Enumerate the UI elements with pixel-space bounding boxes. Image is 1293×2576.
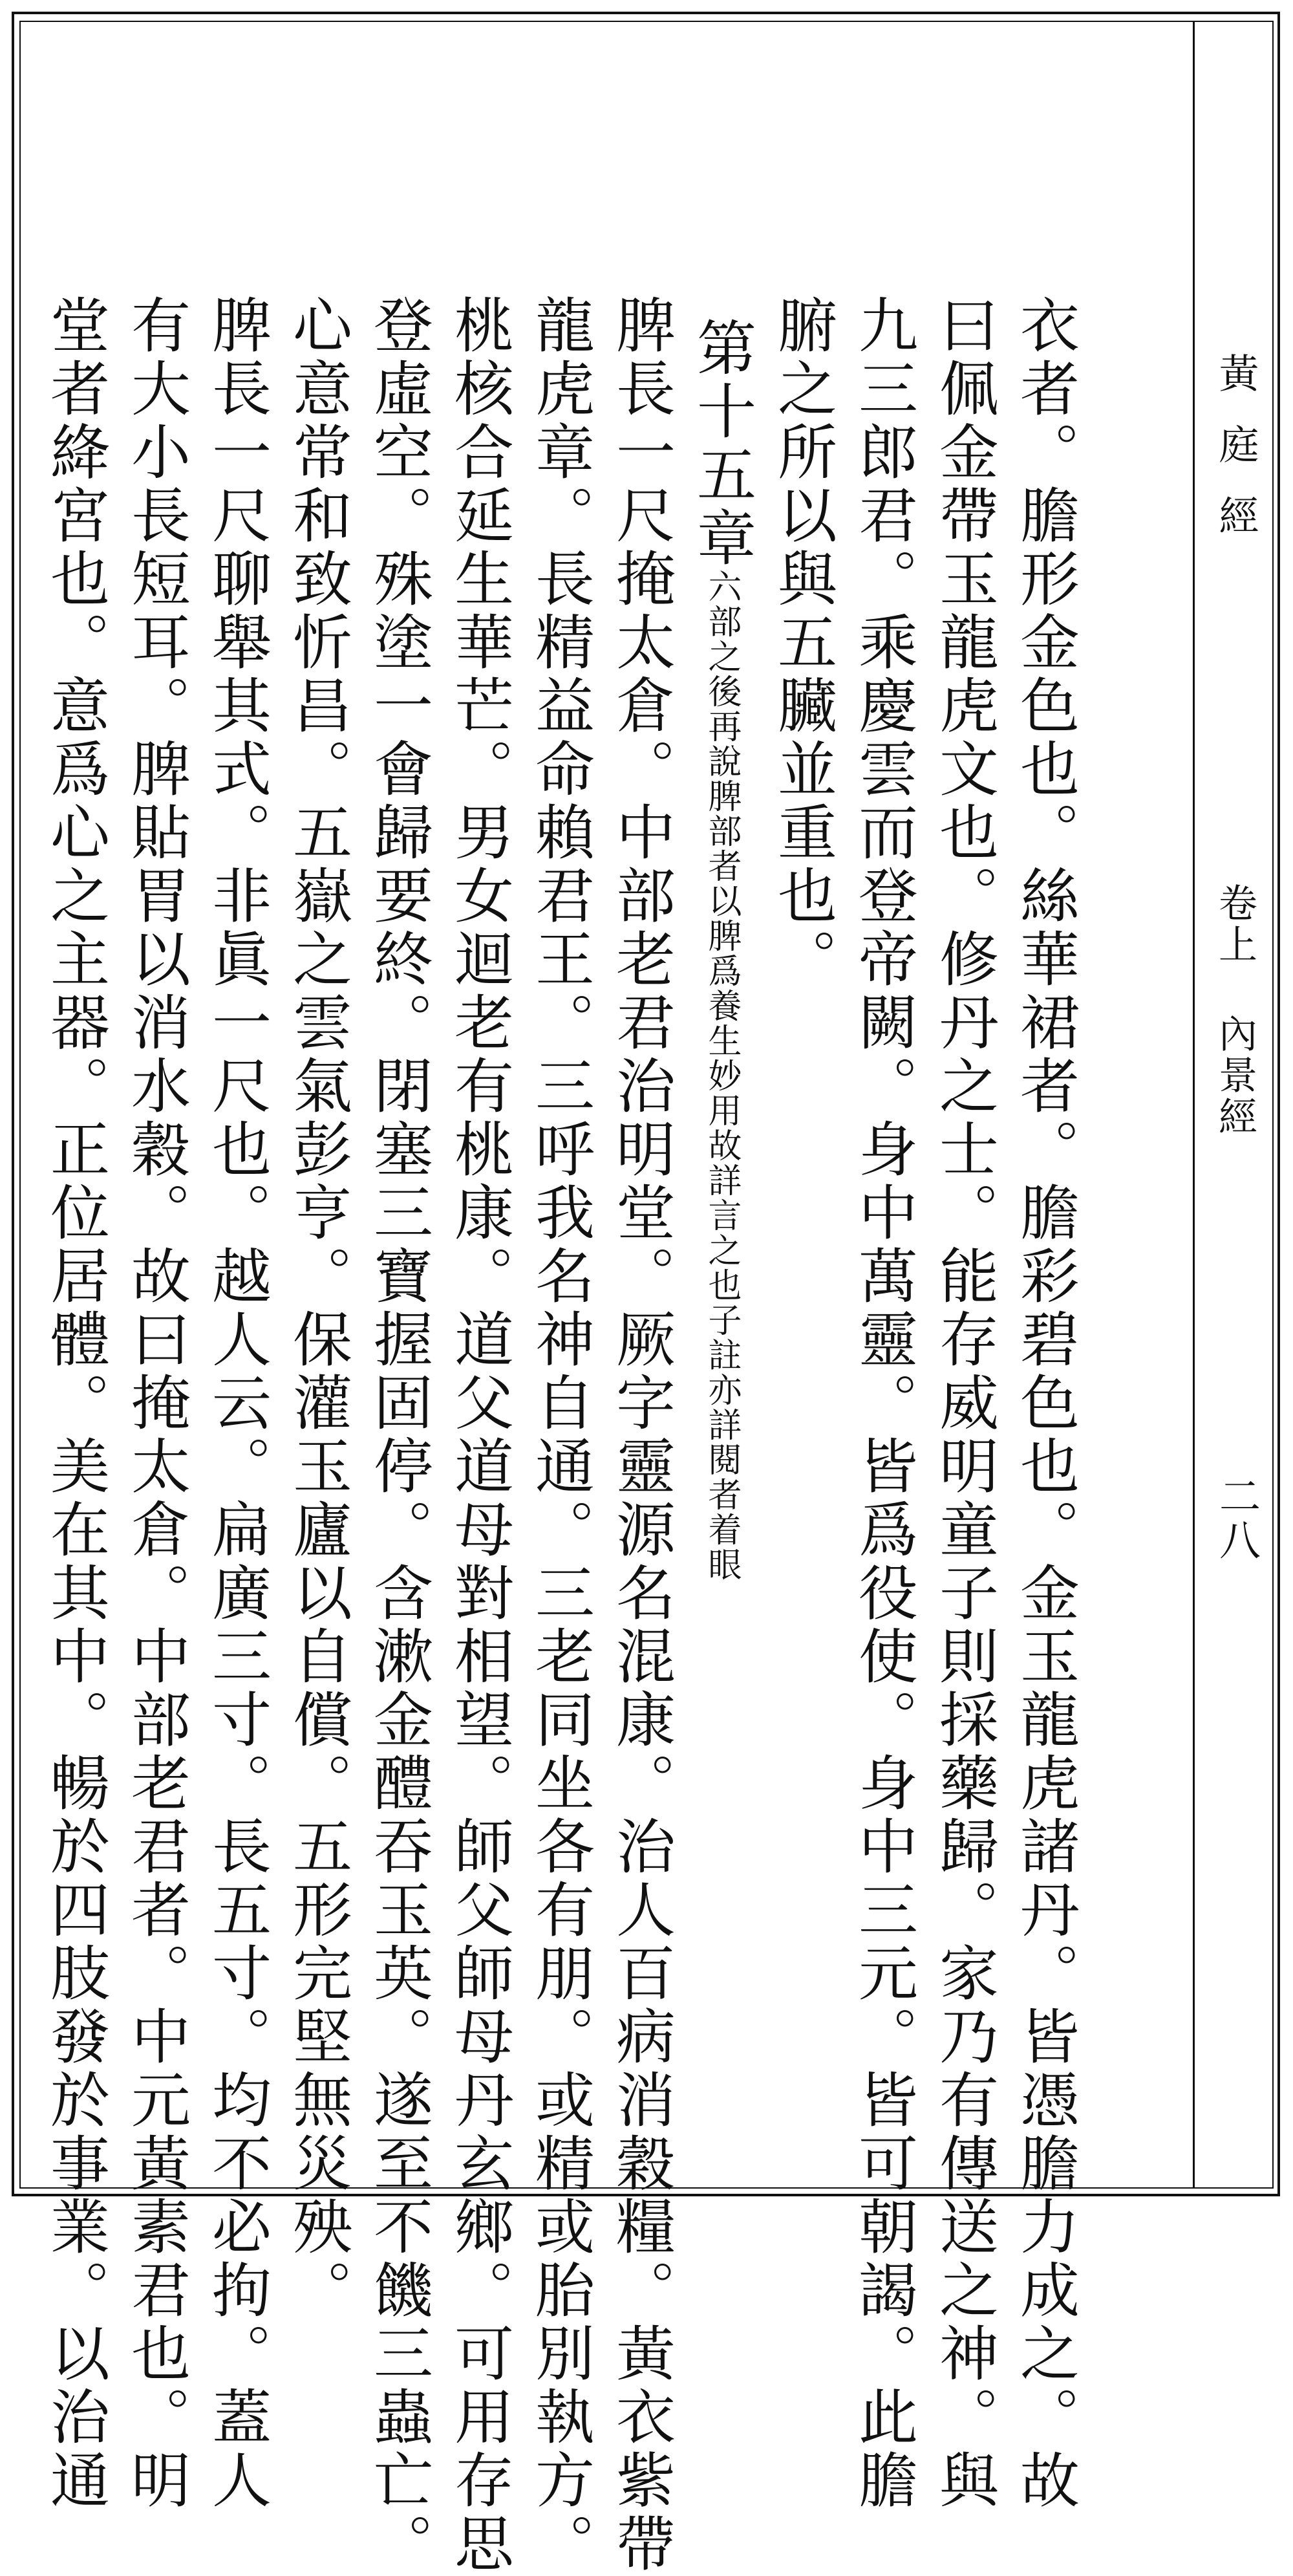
chapter-heading: 第十五章 [687, 317, 756, 570]
border-right-inner [1272, 21, 1274, 2189]
border-left-inner [19, 21, 21, 2189]
text-column-8: 登虛空。殊塗一會歸要終。閉塞三寶握固停。含漱金醴吞玉英。遂至不饑三蟲亡。 [364, 294, 433, 2576]
text-column-5: 脾長一尺掩太倉。中部老君治明堂。厥字靈源名混康。治人百病消穀糧。黃衣紫帶 [606, 294, 676, 2576]
margin-divider [1193, 21, 1195, 2189]
text-column-2: 曰佩金帶玉龍虎文也。修丹之士。能存威明童子則採藥歸。家乃有傳送之神。與 [930, 294, 999, 2513]
border-left-outer [12, 12, 14, 2196]
volume-label: 卷上 內景經 [1212, 883, 1257, 1138]
border-top-outer [12, 12, 1280, 14]
text-column-12: 堂者絳宮也。意爲心之主器。正位居體。美在其中。暢於四肢發於事業。以治通 [41, 294, 110, 2513]
book-title: 黃庭經 [1212, 352, 1259, 566]
chapter-note: 六部之後再說脾部者以脾爲養生妙用故詳言之也子註亦詳閱者着眼 [702, 569, 741, 1582]
border-right-outer [1277, 12, 1280, 2196]
text-column-7: 桃核合延生華芒。男女迴老有桃康。道父道母對相望。師父師母丹玄鄉。可用存思 [445, 294, 514, 2576]
text-column-1: 衣者。膽形金色也。絲華裙者。膽彩碧色也。金玉龍虎諸丹。皆憑膽力成之。故 [1010, 294, 1080, 2513]
text-column-3: 九三郎君。乘慶雲而登帝闕。身中萬靈。皆爲役使。身中三元。皆可朝謁。此膽 [849, 294, 918, 2513]
text-column-10: 脾長一尺聊舉其式。非眞一尺也。越人云。扁廣三寸。長五寸。均不必拘。蓋人 [202, 294, 272, 2513]
text-column-4: 腑之所以與五臟並重也。 [768, 294, 837, 991]
border-top-inner [19, 21, 1274, 22]
text-column-11: 有大小長短耳。脾貼胃以消水穀。故曰掩太倉。中部老君者。中元黃素君也。明 [122, 294, 191, 2513]
page-number: 二八 [1212, 1475, 1260, 1563]
text-column-6: 龍虎章。長精益命賴君王。三呼我名神自通。三老同坐各有朋。或精或胎別執方。 [526, 294, 595, 2576]
text-column-9: 心意常和致忻昌。五嶽之雲氣彭亨。保灌玉廬以自償。五形完堅無災殃。 [283, 294, 352, 2322]
